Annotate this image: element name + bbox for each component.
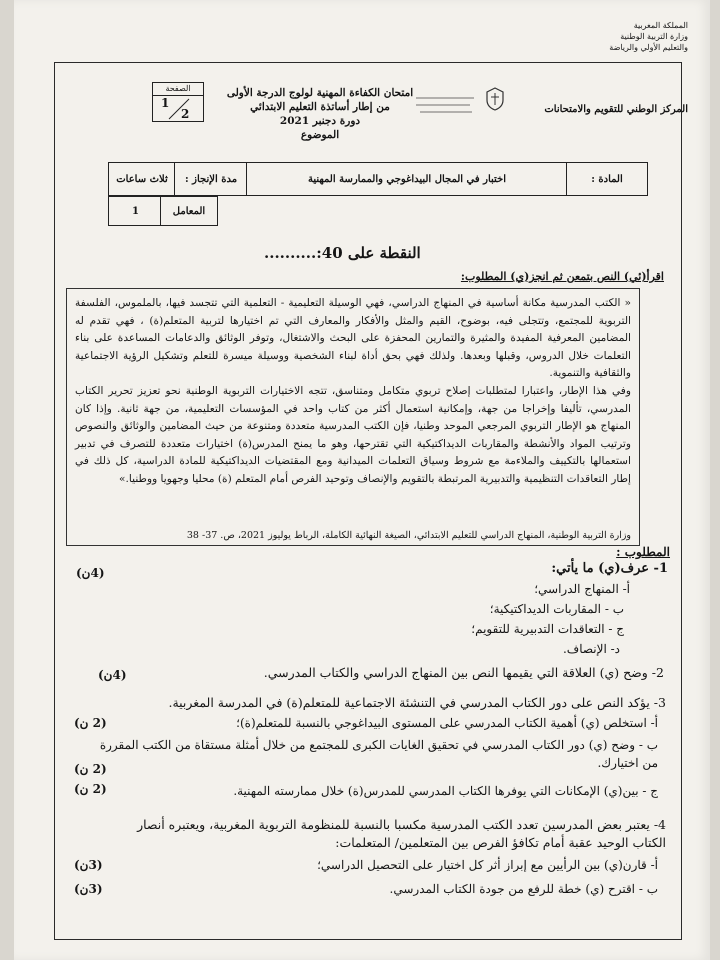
question-2: 2- وضح (ي) العلاقة التي يقيمها النص بين المنهاج الدراسي والكتاب المدرسي.: [263, 665, 664, 680]
question-2-points: (4ن): [98, 668, 127, 682]
question-3: 3- يؤكد النص على دور الكتاب المدرسي في التنشئة الاجتماعية للمتعلم(ة) في المدرسة المغربية.: [168, 695, 666, 710]
question-3-a: أ- استخلص (ي) أهمية الكتاب المدرسي على المستوى البيداغوجي بالنسبة للمتعلم(ة)؛: [236, 716, 658, 730]
question-1: 1- عرف(ي) ما يأتي:: [551, 561, 668, 576]
question-3-c: ج - بين(ي) الإمكانات التي يوفرها الكتاب المدرسي للمدرس(ة) خلال ممارسته المهنية.: [233, 784, 658, 798]
question-4-b-points: (3ن): [74, 882, 103, 896]
score-line: النقطة على 40:..........: [264, 244, 421, 262]
duration-label: مدة الإنجاز :: [184, 173, 238, 185]
text-paragraph-2: وفي هذا الإطار، واعتبارا لمتطلبات إصلاح تربوي متكامل ومتناسق، تتجه الاختيارات التربوية الوطنية نحو تعزيز تحرير الكتاب المدرسي، تأليفا وإخراجا من جهة، وإمكانية استعمال أكثر من كتاب واحد في المؤسسات التعليمية، من جهة ثانية. وإذا كان المنهاج هو الإطار التربوي المرجعي الموحد وطنيا، فإن الكتب المدرسية متعددة ومتنوعة من حيث المضامين والوثائق والنصوص وترتيب المواد والأنشطة والمقاربات الديداكتيكية التي تقترحها، وهو ما يمنح المدرس(ة) اختيارات متعددة للتصرف في تدبير استعمالها بالتكييف والملاءمة مع شروط وسياق التعلمات الميدانية ومع المقتضيات الديداكتيكية للمادة الدراسية، كل ذلك في إطار التعاقدات التنظيمية والتدبيرية المرتبطة بالتقويم والإنصاف وتوحيد الفرص أمام المتعلم (ة) محليا وجهويا ووطنيا.»: [75, 384, 631, 485]
page-current: 1: [161, 96, 170, 110]
question-1-d: د- الإنصاف.: [562, 642, 620, 656]
subject-label: الموضوع: [300, 129, 340, 141]
center-name: المركز الوطني للتقويم والامتحانات: [544, 104, 688, 115]
question-1-c: ج - التعاقدات التدبيرية للتقويم؛: [471, 622, 624, 636]
question-4: 4- يعتبر بعض المدرسين تعدد الكتب المدرسية مكسبا بالنسبة للمنظومة التربوية المغربية، ويعتبره أنصار الكتاب الوحيد عقبة أمام تكافؤ الفرص بين المتعلمين/ المتعلمات:: [137, 817, 666, 850]
duration-value: ثلاث ساعات: [116, 173, 168, 185]
matter-value: اختبار في المجال البيداغوجي والممارسة المهنية: [308, 173, 507, 185]
page-total: 2: [181, 107, 190, 121]
ministry-name: المملكة المغربية وزارة التربية الوطنية والتعليم الأولي والرياضة: [609, 21, 688, 52]
exam-title-line-1: امتحان الكفاءة المهنية لولوج الدرجة الأولى: [226, 87, 414, 99]
question-4-a-points: (3ن): [74, 858, 103, 872]
required-heading: المطلوب :: [616, 545, 670, 559]
page-label: الصفحة: [153, 83, 203, 96]
question-1-b: ب - المقاربات الديداكتيكية؛: [489, 602, 624, 616]
coef-label: المعامل: [172, 205, 206, 217]
exam-title-line-2: من إطار أساتذة التعليم الابتدائي: [250, 101, 390, 113]
text-source: وزارة التربية الوطنية، المنهاج الدراسي للتعليم الابتدائي، الصيغة النهائية الكاملة، الرباط يوليوز 2021، ص. 37- 38: [186, 530, 631, 541]
question-4-a: أ- قارن(ي) بين الرأيين مع إبراز أثر كل اختيار على التحصيل الدراسي؛: [317, 858, 658, 872]
page-frame: [54, 62, 682, 940]
exam-page: [14, 0, 710, 960]
exam-session: دورة دجنبر 2021: [279, 115, 361, 127]
question-3-b-points: (2 ن): [74, 762, 107, 776]
question-1-points: (4ن): [76, 566, 105, 580]
matter-label: المادة :: [591, 173, 623, 185]
coef-value: 1: [132, 205, 139, 217]
question-3-b: ب - وضح (ي) دور الكتاب المدرسي في تحقيق الغايات الكبرى للمجتمع من خلال أمثلة مستقاة من الكتب المقررة من اختيارك.: [99, 738, 658, 770]
text-paragraph-1: « الكتب المدرسية مكانة أساسية في المنهاج الدراسي، فهي الوسيلة التعليمية - التعلمية التي تتجسد فيها، بالملموس، الفلسفة التربوية للمجتمع، وتتجلى فيه، بوضوح، القيم والمثل والأفكار والمعارف التي تم اختيارها لتربية المتعلم(ة) ، فهي تقدم له المضامين المعرفية المفيدة والمثيرة والتمارين المحفزة على البحث والاشتغال، وتوفر الوثائق والدعامات المساعدة على بناء التعلمات خلال الدروس، وقبلها وبعدها. ولذلك فهي بحق أداة لبناء الشخصية ووسيلة ميسرة للتعلم وتشكيل الرؤية الاجتماعية والثقافية والتنموية.: [75, 297, 631, 380]
question-3-a-points: (2 ن): [74, 716, 107, 730]
instruction: اقرأ(ئي) النص بتمعن ثم انجز(ي) المطلوب:: [460, 270, 664, 283]
question-3-c-points: (2 ن): [74, 782, 107, 796]
question-4-b: ب - اقترح (ي) خطة للرفع من جودة الكتاب المدرسي.: [389, 882, 658, 896]
question-1-a: أ- المنهاج الدراسي؛: [534, 582, 630, 596]
